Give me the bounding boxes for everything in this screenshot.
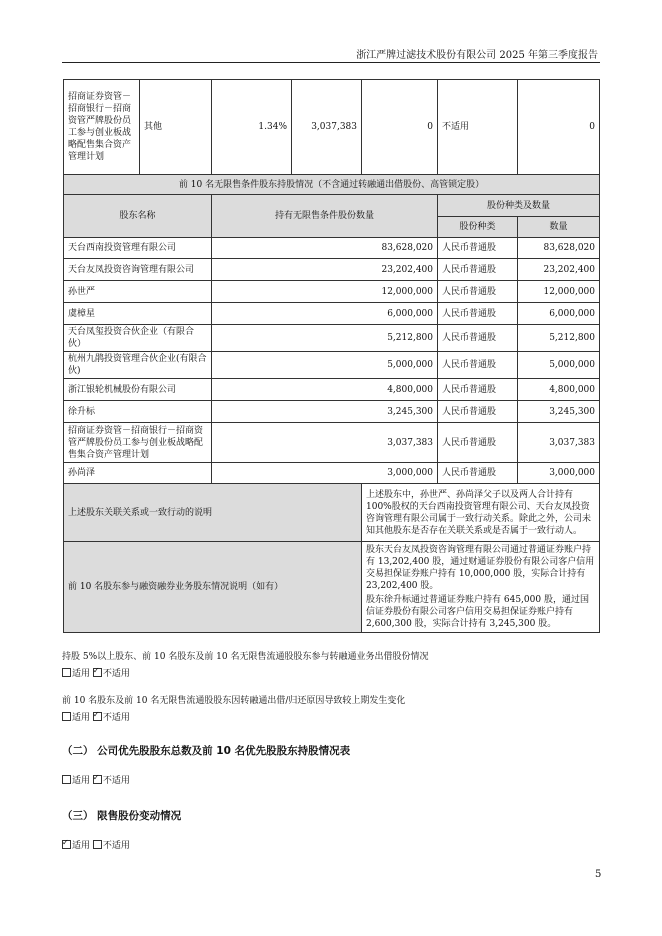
table-cell: 6,000,000	[212, 303, 438, 325]
checked-box-icon	[93, 712, 102, 721]
section-heading	[62, 808, 181, 823]
relation-text: 上述股东中，孙世严、孙尚泽父子以及两人合计持有 100%股权的天台西南投资管理有限公司、天台友凤投资咨询管理有限公司属于一致行动关系。除此之外，公司未知其他股东是否存在关联关系或是否属于一致行动人。	[362, 484, 600, 542]
table-cell: 3,037,383	[212, 423, 438, 463]
checkbox-line	[62, 840, 130, 852]
checkbox-line	[62, 712, 130, 724]
table-cell: 5,212,800	[518, 325, 600, 352]
margin-label: 前 10 名股东参与融资融券业务股东情况说明（如有）	[64, 542, 362, 633]
table-cell: 1.34%	[212, 80, 292, 175]
table-cell: 徐升标	[64, 401, 212, 423]
table-row	[64, 463, 600, 484]
column-header: 股东名称	[64, 195, 212, 238]
table-cell: 孙世严	[64, 281, 212, 303]
table-cell: 招商证券资管－招商银行－招商资管严牌股份员工参与创业板战略配售集合资产管理计划	[64, 423, 212, 463]
section-title: 限售股份变动情况	[97, 810, 182, 822]
table-row	[64, 303, 600, 325]
column-header: 股份种类及数量	[438, 195, 600, 217]
checkbox-line	[62, 668, 130, 680]
table-cell: 6,000,000	[518, 303, 600, 325]
table-cell: 3,037,383	[292, 80, 362, 175]
option-label: 适用	[72, 669, 91, 679]
table-cell: 23,202,400	[518, 259, 600, 281]
top10-tail-row	[64, 80, 600, 175]
table-cell: 人民币普通股	[438, 325, 518, 352]
table-cell: 天台友凤投资咨询管理有限公司	[64, 259, 212, 281]
checked-box-icon	[93, 775, 102, 784]
table-cell: 招商证券资管－招商银行－招商资管严牌股份员工参与创业板战略配售集合资产管理计划	[64, 80, 140, 175]
checkbox-icon	[62, 775, 71, 784]
section-title-row	[64, 175, 600, 195]
table-row	[64, 379, 600, 401]
column-header: 数量	[518, 217, 600, 238]
table-cell: 人民币普通股	[438, 423, 518, 463]
table-cell: 人民币普通股	[438, 379, 518, 401]
option-label: 适用	[72, 713, 91, 723]
option-label: 不适用	[102, 669, 130, 679]
table-cell: 83,628,020	[212, 238, 438, 259]
section-title: 公司优先股股东总数及前 10 名优先股股东持股情况表	[97, 745, 351, 757]
table-cell: 4,800,000	[518, 379, 600, 401]
table-cell: 4,800,000	[212, 379, 438, 401]
table-cell: 5,000,000	[212, 352, 438, 379]
table-cell: 0	[362, 80, 438, 175]
checkbox-icon	[93, 840, 102, 849]
table-row	[64, 325, 600, 352]
table-row	[64, 401, 600, 423]
table-cell: 人民币普通股	[438, 238, 518, 259]
table-cell: 人民币普通股	[438, 281, 518, 303]
table-cell: 12,000,000	[518, 281, 600, 303]
checked-box-icon	[62, 840, 71, 849]
checkbox-icon	[62, 668, 71, 677]
table-cell: 3,245,300	[518, 401, 600, 423]
table-cell: 杭州九鹃投资管理合伙企业(有限合伙)	[64, 352, 212, 379]
table-cell: 5,212,800	[212, 325, 438, 352]
report-header: 浙江严牌过滤技术股份有限公司 2025 年第三季度报告	[356, 50, 598, 61]
option-label: 不适用	[102, 713, 130, 723]
checkbox-icon	[62, 712, 71, 721]
section-heading	[62, 743, 350, 758]
relation-row	[64, 484, 600, 542]
table-cell: 人民币普通股	[438, 303, 518, 325]
option-label: 适用	[72, 841, 91, 851]
note-securities-lending: 持股 5%以上股东、前 10 名股东及前 10 名无限售流通股股东参与转融通业务出借股份情况	[62, 652, 429, 662]
table-row	[64, 281, 600, 303]
option-label: 适用	[72, 776, 91, 786]
table-cell: 浙江银轮机械股份有限公司	[64, 379, 212, 401]
table-cell: 人民币普通股	[438, 463, 518, 484]
table-row	[64, 259, 600, 281]
margin-text-2: 股东徐升标通过普通证券账户持有 645,000 股，通过国信证券股份有限公司客户信用交易担保证券账户持有 2,600,300 股，实际合计持有 3,245,300 股。	[366, 595, 589, 629]
table-cell: 人民币普通股	[438, 352, 518, 379]
section-number: （三）	[62, 810, 94, 822]
table-header-row	[64, 195, 600, 217]
table-row	[64, 423, 600, 463]
checkbox-line	[62, 775, 130, 787]
shareholder-table	[63, 79, 600, 633]
table-cell: 孙尚泽	[64, 463, 212, 484]
column-header: 持有无限售条件股份数量	[212, 195, 438, 238]
margin-trading-row	[64, 542, 600, 633]
column-header: 股份种类	[438, 217, 518, 238]
table-cell: 3,000,000	[212, 463, 438, 484]
table-cell: 83,628,020	[518, 238, 600, 259]
section-number: （二）	[62, 745, 94, 757]
section-title: 前 10 名无限售条件股东持股情况（不含通过转融通出借股份、高管锁定股）	[64, 175, 600, 195]
table-cell: 不适用	[438, 80, 518, 175]
option-label: 不适用	[102, 776, 130, 786]
relation-label: 上述股东关联关系或一致行动的说明	[64, 484, 362, 542]
table-cell: 0	[518, 80, 600, 175]
table-row	[64, 238, 600, 259]
margin-text-1: 股东天台友凤投资咨询管理有限公司通过普通证券账户持有 13,202,400 股，通过财通证券股份有限公司客户信用交易担保证券账户持有 10,000,000 股，实际合计持有 23,202,400 股。	[366, 545, 595, 591]
checked-box-icon	[93, 668, 102, 677]
table-cell: 3,245,300	[212, 401, 438, 423]
header-divider	[62, 62, 600, 63]
table-cell: 23,202,400	[212, 259, 438, 281]
option-label: 不适用	[102, 841, 130, 851]
table-cell: 5,000,000	[518, 352, 600, 379]
table-cell: 3,000,000	[518, 463, 600, 484]
table-row	[64, 352, 600, 379]
note-lending-change: 前 10 名股东及前 10 名无限售流通股股东因转融通出借/归还原因导致较上期发生变化	[62, 696, 406, 706]
table-cell: 12,000,000	[212, 281, 438, 303]
table-cell: 天台凤玺投资合伙企业（有限合伙）	[64, 325, 212, 352]
page-number: 5	[595, 869, 602, 880]
margin-text-cell	[362, 542, 600, 633]
table-cell: 人民币普通股	[438, 259, 518, 281]
table-cell: 天台西南投资管理有限公司	[64, 238, 212, 259]
table-cell: 人民币普通股	[438, 401, 518, 423]
table-cell: 3,037,383	[518, 423, 600, 463]
table-cell: 虞樟星	[64, 303, 212, 325]
table-cell: 其他	[140, 80, 212, 175]
